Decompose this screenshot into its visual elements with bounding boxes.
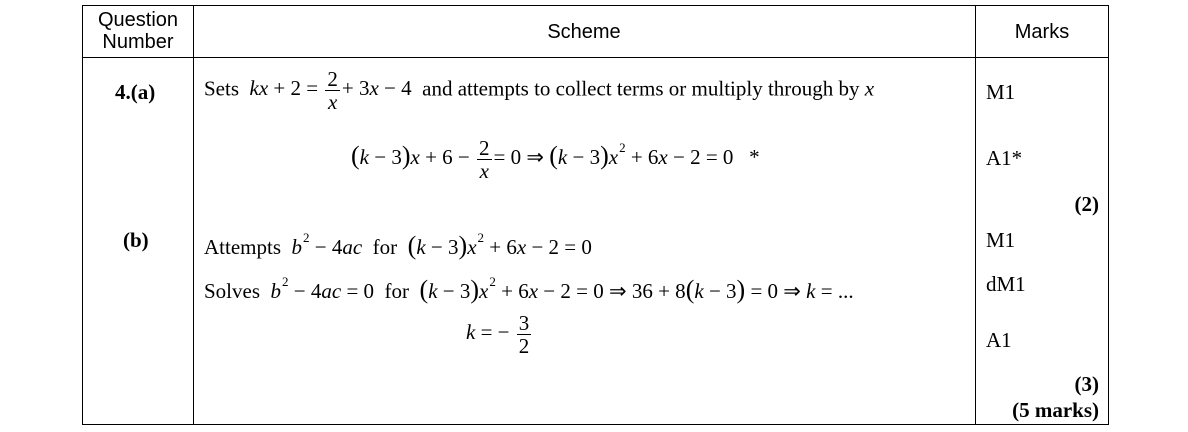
scheme-line-b3 bbox=[466, 312, 533, 357]
header-scheme: Scheme bbox=[547, 21, 621, 43]
mark-scheme-table bbox=[82, 5, 1109, 425]
mark-a-m1: M1 bbox=[986, 80, 1016, 104]
mark-b-m1: M1 bbox=[986, 228, 1016, 252]
scheme-line-a1: Sets kx + 2 = $\frac{2}{x}$ + 3x − 4 and attempts to collect terms or multiply through by x bbox=[204, 67, 875, 114]
scheme-line-a2 bbox=[351, 136, 760, 182]
subtotal-a: (2) bbox=[1074, 192, 1099, 216]
scheme-line-b1 bbox=[204, 226, 592, 259]
total-marks: (5 marks) bbox=[1012, 398, 1099, 422]
equation-discriminant: $b^2 - 4ac$ bbox=[291, 230, 363, 259]
scheme-text: for bbox=[384, 279, 410, 303]
header-question-number: Question Number bbox=[97, 9, 179, 53]
scheme-text: for bbox=[372, 235, 398, 259]
scheme-text: Sets bbox=[204, 76, 240, 101]
scheme-line-b2 bbox=[204, 270, 854, 303]
header-marks: Marks bbox=[1014, 21, 1070, 43]
scheme-text: Attempts bbox=[204, 235, 281, 259]
equation-sets: kx + 2 = $\frac{2}{x}$ + 3x − 4 bbox=[249, 67, 417, 114]
scheme-text: Solves bbox=[204, 279, 261, 303]
scheme-text: and attempts to collect terms or multiply through by bbox=[422, 76, 860, 101]
equation-discriminant-zero: $b^2 - 4ac = 0$ bbox=[270, 274, 380, 303]
equation-k-value: k = − $\frac{3}{2}$ bbox=[466, 311, 530, 358]
column-divider bbox=[193, 6, 194, 424]
equation-quadratic: $(k - 3)x^2 + 6x - 2 = 0$ bbox=[407, 230, 592, 260]
mark-a-a1: A1* bbox=[986, 146, 1023, 170]
subtotal-b: (3) bbox=[1074, 372, 1099, 396]
mark-b-a1: A1 bbox=[986, 328, 1012, 352]
column-divider bbox=[975, 6, 976, 424]
header-divider bbox=[83, 57, 1108, 58]
question-label-b: (b) bbox=[123, 228, 149, 252]
mark-b-dm1: dM1 bbox=[986, 272, 1026, 296]
question-label-4a: 4.(a) bbox=[115, 80, 156, 104]
equation-solve-k: $(k - 3)x^2 + 6x - 2 = 0$ ⇒ 36 + 8(k − 3) = 0 ⇒ k = ... bbox=[419, 274, 854, 304]
equation-rearranged: (k − 3)x + 6 − $\frac{2}{x}$ = 0 ⇒ $(k - 3)x^2 + 6x - 2 = 0$ * bbox=[351, 135, 760, 183]
